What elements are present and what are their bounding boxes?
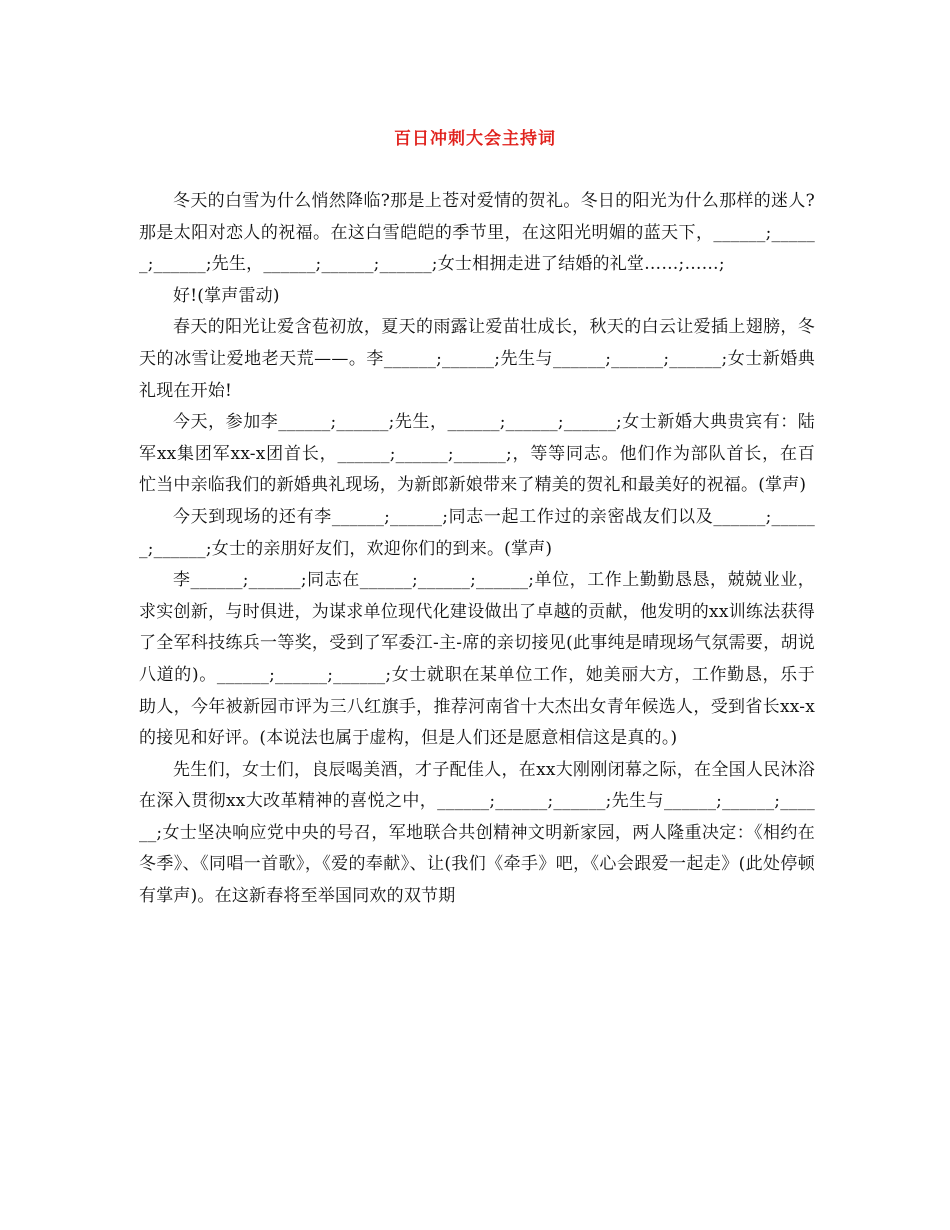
paragraph-5: 今天到现场的还有李______;______;同志一起工作过的亲密战友们以及______;______;______;女士的亲朋好友们，欢迎你们的到来。(掌声)	[139, 506, 815, 559]
paragraph-2: 好!(掌声雷动)	[173, 285, 280, 306]
paragraph-4: 今天，参加李______;______;先生，______;______;______;女士新婚大典贵宾有：陆军xx集团军xx-x团首长，______;______;______;，等等同志。他们作为部队首长，在百忙当中亲临我们的新婚典礼现场，为新郎新娘带来了精美的贺礼和最美好的祝福。(掌声)	[139, 412, 815, 496]
paragraph-3: 春天的阳光让爱含苞初放，夏天的雨露让爱苗壮成长，秋天的白云让爱插上翅膀，冬天的冰雪让爱地老天荒——。李______;______;先生与______;______;______;女士新婚典礼现在开始!	[139, 317, 815, 401]
paragraph-7: 先生们，女士们，良辰喝美酒，才子配佳人，在xx大刚刚闭幕之际，在全国人民沐浴在深入贯彻xx大改革精神的喜悦之中，______;______;______;先生与______;______;______;女士坚决响应党中央的号召，军地联合共创精神文明新家园，两人隆重决定：《相约在冬季》、《同唱一首歌》，《爱的奉献》、让(我们《牵手》吧，《心会跟爱一起走》(此处停顿有掌声)。在这新春将至举国同欢的双节期	[139, 759, 815, 907]
document-title: 百日冲刺大会主持词	[394, 129, 556, 149]
document-body	[139, 186, 815, 913]
paragraph-1: 冬天的白雪为什么悄然降临?那是上苍对爱情的贺礼。冬日的阳光为什么那样的迷人?那是太阳对恋人的祝福。在这白雪皑皑的季节里，在这阳光明媚的蓝天下，______;______;______;先生，______;______;______;女士相拥走进了结婚的礼堂……;……;	[139, 191, 815, 275]
paragraph-6: 李______;______;同志在______;______;______;单位，工作上勤勤恳恳，兢兢业业，求实创新，与时俱进，为谋求单位现代化建设做出了卓越的贡献，他发明的xx训练法获得了全军科技练兵一等奖，受到了军委江-主-席的亲切接见(此事纯是晴现场气氛需要，胡说八道的)。______;______;______;女士就职在某单位工作，她美丽大方，工作勤恳，乐于助人，今年被新园市评为三八红旗手，推荐河南省十大杰出女青年候选人，受到省长xx-x的接见和好评。(本说法也属于虚构，但是人们还是愿意相信这是真的。)	[139, 570, 815, 749]
